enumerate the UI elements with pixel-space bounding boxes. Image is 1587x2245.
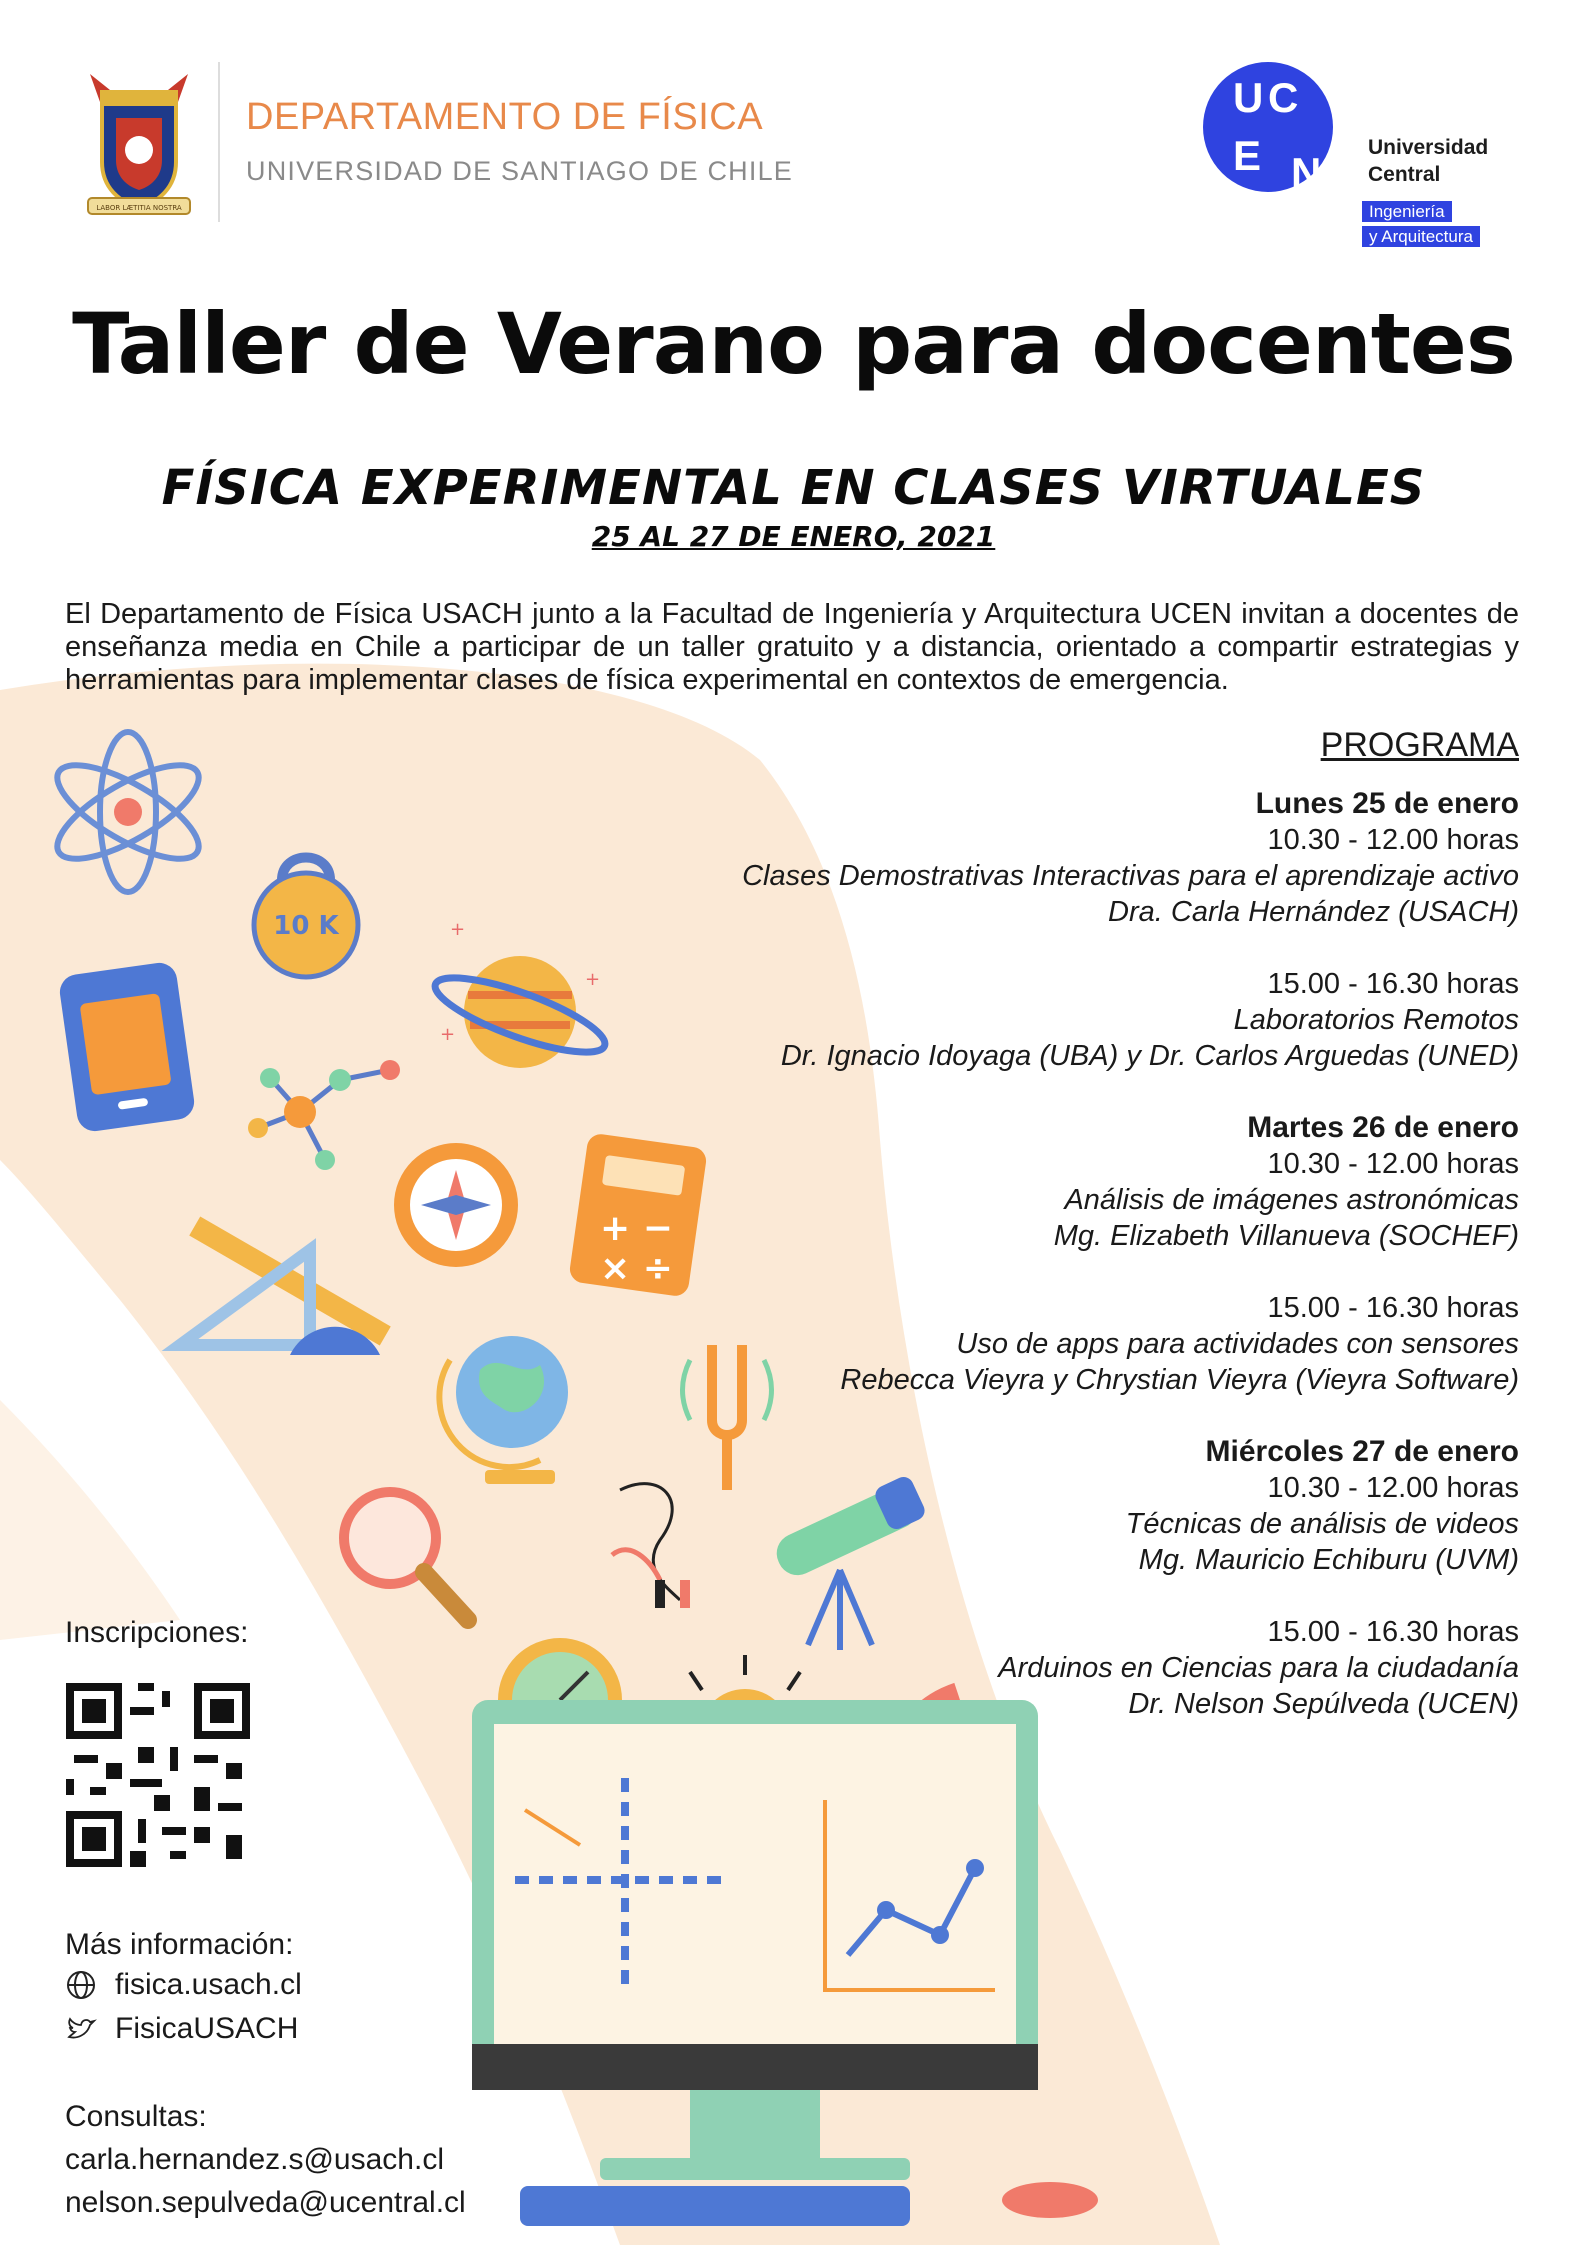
contact-email-1[interactable]: carla.hernandez.s@usach.cl — [65, 2143, 444, 2176]
svg-text:+: + — [440, 1024, 456, 1045]
planet-icon — [428, 919, 612, 1068]
session-time: 10.30 - 12.00 horas — [1267, 1148, 1519, 1180]
session-speaker: Dr. Ignacio Idoyaga (UBA) y Dr. Carlos Arguedas (UNED) — [780, 1040, 1519, 1072]
atom-icon — [45, 732, 212, 892]
tuning-fork-icon — [683, 1345, 772, 1490]
computer-monitor-icon — [472, 1700, 1038, 2180]
session-topic: Análisis de imágenes astronómicas — [1064, 1184, 1519, 1216]
contact-label: Consultas: — [65, 2100, 207, 2133]
svg-text:× ÷: × ÷ — [600, 1248, 673, 1289]
website-link[interactable] — [65, 1968, 302, 2002]
intro-paragraph: El Departamento de Física USACH junto a la Facultad de Ingeniería y Arquitectura UCEN invitan a docentes de enseñanza media en Chile a participar de un taller gratuito y a distancia, orientado a compartir estrategias y herramientas para implementar clases de física experimental en contextos de emergencia. — [65, 598, 1519, 696]
page-subtitle: FÍSICA EXPERIMENTAL EN CLASES VIRTUALES — [161, 460, 1426, 516]
session-time: 10.30 - 12.00 horas — [1267, 1472, 1519, 1504]
kettlebell-label: 10 K — [273, 911, 339, 941]
day-title: Lunes 25 de enero — [1255, 787, 1519, 820]
program-heading: PROGRAMA — [1320, 726, 1519, 764]
session-topic: Arduinos en Ciencias para la ciudadanía — [998, 1652, 1519, 1684]
ucen-name-line1: Universidad — [1368, 136, 1489, 159]
ucen-letter-u: U — [1233, 74, 1264, 121]
session-time: 15.00 - 16.30 horas — [1267, 968, 1519, 1000]
session-speaker: Mg. Elizabeth Villanueva (SOCHEF) — [1053, 1220, 1519, 1252]
ucen-tag-ingenieria: Ingeniería — [1362, 201, 1452, 222]
session-topic: Técnicas de análisis de videos — [1125, 1508, 1519, 1540]
page-title: Taller de Verano para docentes — [72, 295, 1515, 393]
telescope-icon — [770, 1474, 928, 1650]
ucen-name-line2: Central — [1368, 163, 1441, 186]
session-time: 10.30 - 12.00 horas — [1267, 824, 1519, 856]
ucen-letter-n: N — [1291, 149, 1322, 192]
session-topic: Laboratorios Remotos — [1233, 1004, 1519, 1036]
session-speaker: Mg. Mauricio Echiburu (UVM) — [1138, 1544, 1519, 1576]
day-title: Miércoles 27 de enero — [1205, 1435, 1519, 1468]
day-title: Martes 26 de enero — [1247, 1111, 1519, 1144]
website-text: fisica.usach.cl — [115, 1968, 302, 2001]
geometry-tools-icon — [180, 1216, 391, 1355]
usach-university-name: UNIVERSIDAD DE SANTIAGO DE CHILE — [246, 156, 793, 186]
smartphone-icon — [58, 961, 197, 1134]
usach-motto: LABOR LÆTITIA NOSTRA — [96, 204, 182, 212]
contact-email-2[interactable]: nelson.sepulveda@ucentral.cl — [65, 2186, 466, 2219]
molecule-icon — [248, 1060, 400, 1170]
twitter-link[interactable] — [65, 2012, 298, 2046]
kettlebell-icon — [254, 858, 358, 978]
twitter-handle: FisicaUSACH — [115, 2012, 299, 2045]
globe-icon — [439, 1336, 568, 1484]
more-info-label: Más información: — [65, 1928, 294, 1961]
magnifying-glass-icon — [344, 1492, 468, 1620]
session-time: 15.00 - 16.30 horas — [1267, 1292, 1519, 1324]
registration-label: Inscripciones: — [65, 1616, 249, 1649]
ucen-letter-e: E — [1233, 132, 1262, 179]
session-speaker: Dra. Carla Hernández (USACH) — [1108, 896, 1519, 928]
svg-text:+: + — [450, 919, 466, 940]
ucen-tag-arquitectura: y Arquitectura — [1362, 226, 1480, 247]
session-speaker: Dr. Nelson Sepúlveda (UCEN) — [1128, 1688, 1519, 1720]
svg-text:+: + — [585, 969, 601, 990]
alligator-clips-icon — [612, 1484, 690, 1608]
session-time: 15.00 - 16.30 horas — [1267, 1616, 1519, 1648]
svg-text:+ −: + − — [600, 1208, 673, 1249]
session-speaker: Rebecca Vieyra y Chrystian Vieyra (Vieyra Software) — [840, 1364, 1519, 1396]
session-topic: Uso de apps para actividades con sensores — [956, 1328, 1519, 1360]
twitter-bird-icon — [65, 2013, 97, 2045]
keyboard-icon — [520, 2186, 910, 2226]
mouse-icon — [1002, 2182, 1098, 2218]
session-topic: Clases Demostrativas Interactivas para el aprendizaje activo — [742, 860, 1519, 892]
compass-icon — [394, 1143, 518, 1267]
ucen-letter-c: C — [1268, 74, 1299, 121]
globe-icon — [65, 1969, 97, 2001]
usach-department-name: DEPARTAMENTO DE FÍSICA — [246, 96, 764, 138]
calculator-icon — [568, 1132, 708, 1297]
event-dates: 25 AL 27 DE ENERO, 2021 — [591, 520, 996, 553]
registration-qr-code[interactable] — [58, 1675, 258, 1875]
